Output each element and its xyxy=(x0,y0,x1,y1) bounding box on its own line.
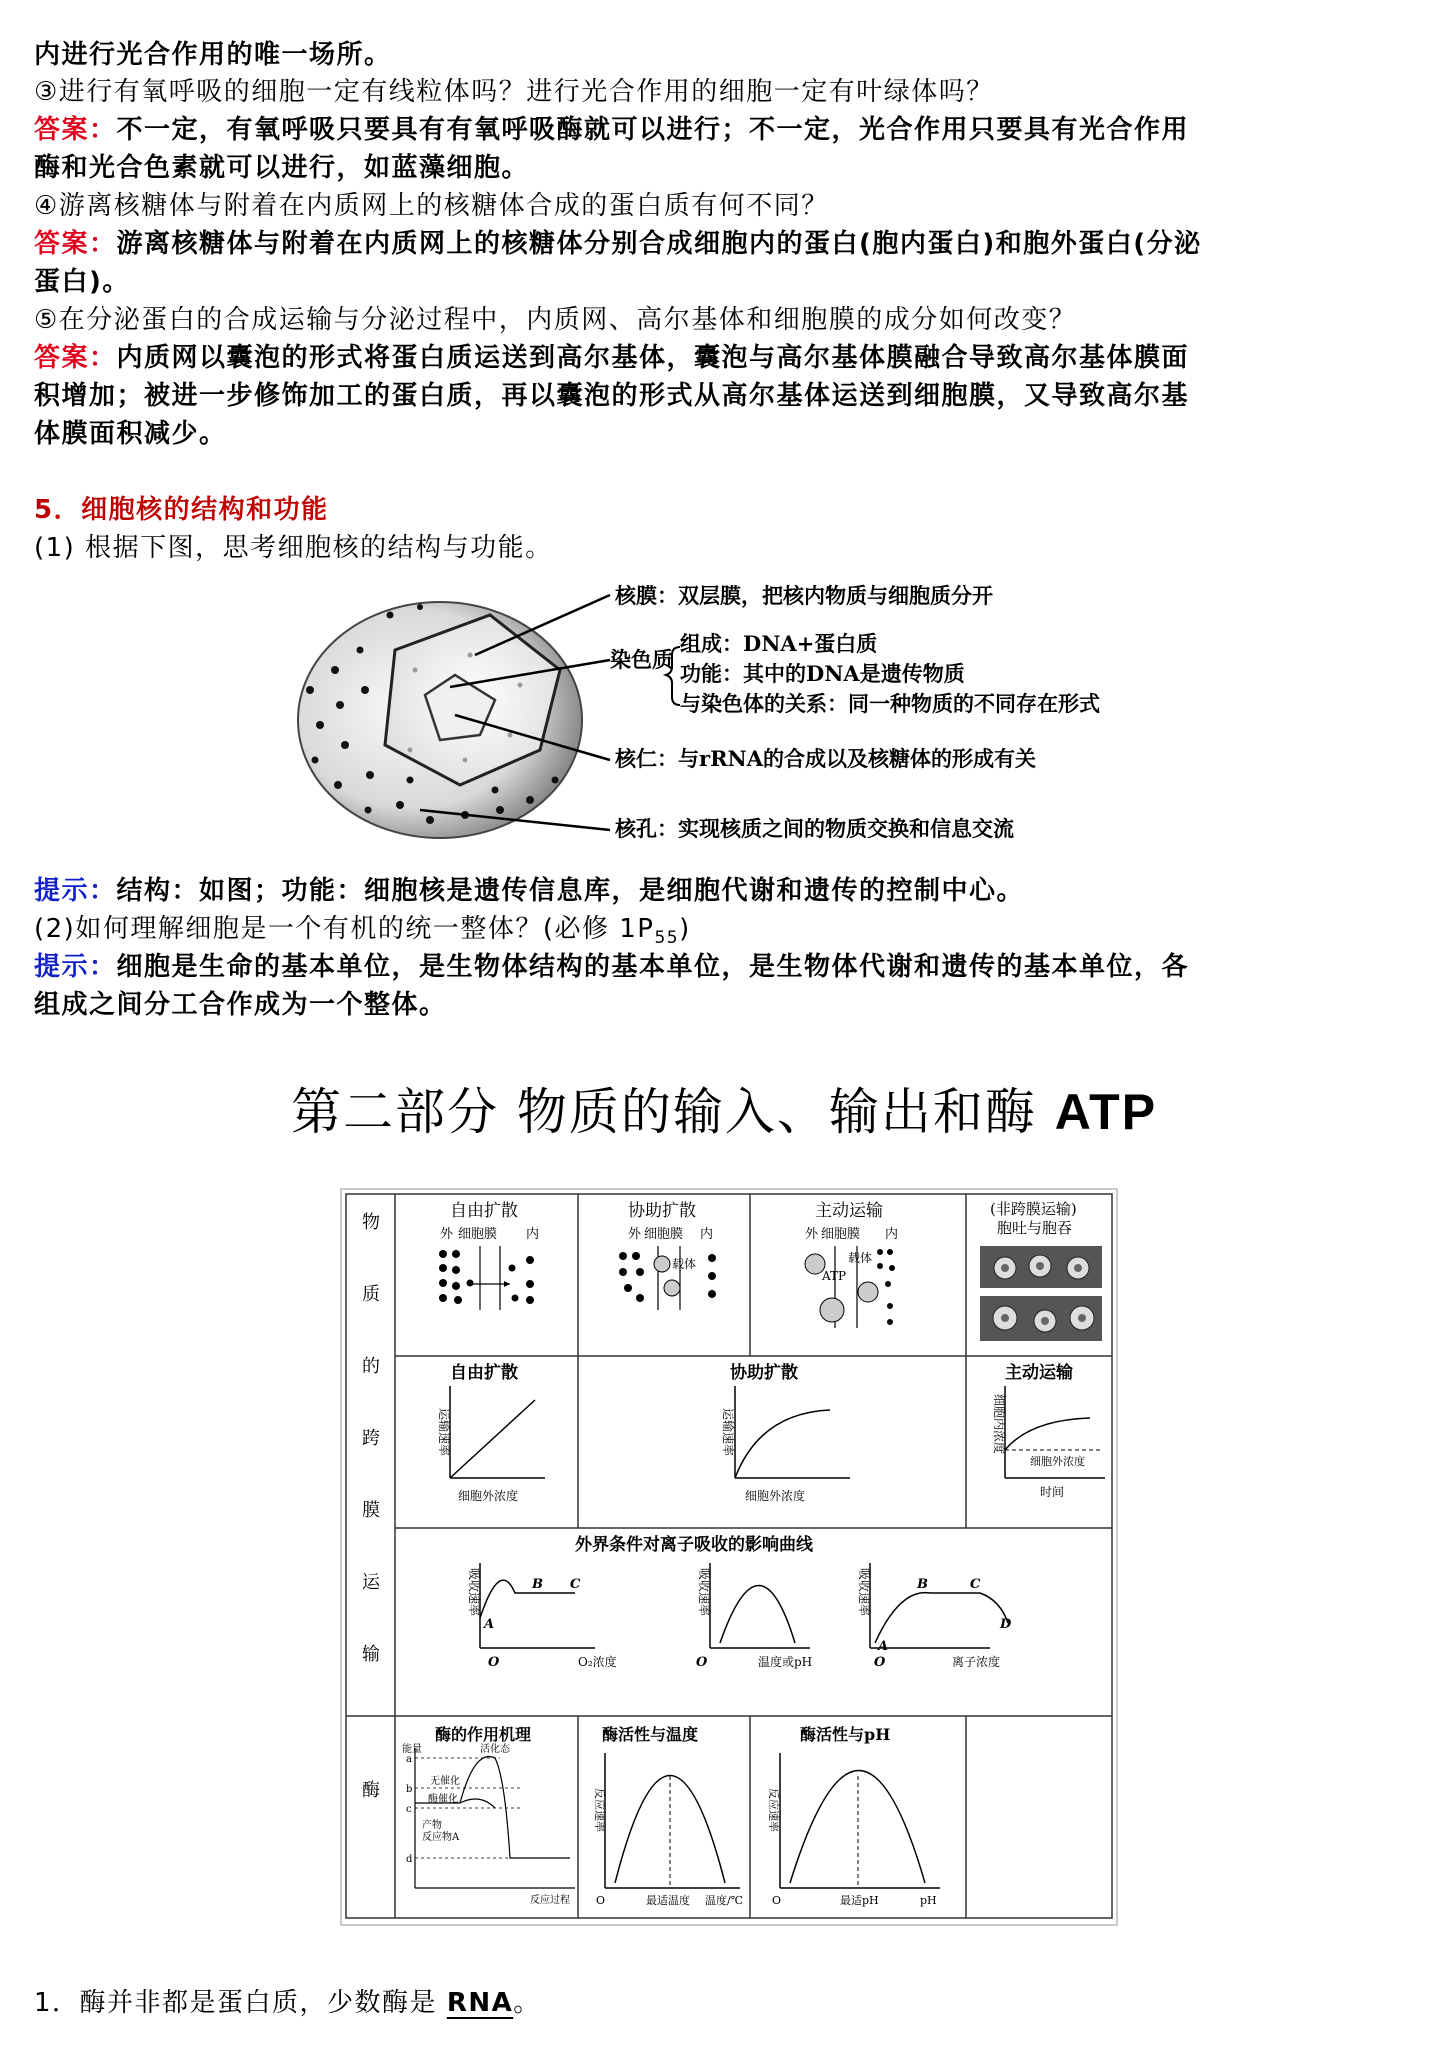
y-axis-reaction-rate: 反应速率 xyxy=(767,1788,780,1832)
mode-free-diffusion: 自由扩散 xyxy=(450,1201,518,1221)
enzyme-ph-title: 酶活性与pH xyxy=(800,1725,891,1744)
answer-5-line-2: 积增加；被进一步修饰加工的蛋白质，再以囊泡的形式从高尔基体运送到细胞膜，又导致高尔基 xyxy=(34,381,1190,411)
tip-2-line-1: 提示：细胞是生命的基本单位，是生物体结构的基本单位，是生物体代谢和遗传的基本单位，各 xyxy=(34,952,1190,982)
label-carrier: 载体 xyxy=(672,1257,697,1271)
row-label-enzyme: 酶 xyxy=(362,1780,380,1801)
label-energy: 能量 xyxy=(402,1744,422,1755)
x-axis-outside-conc: 细胞外浓度 xyxy=(745,1489,806,1503)
nucleolus-label: 核仁：与rRNA的合成以及核糖体的形成有关 xyxy=(615,746,1037,771)
label-membrane: 细胞膜 xyxy=(821,1227,861,1242)
answer-3-line-2: 酶和光合色素就可以进行，如蓝藻细胞。 xyxy=(34,153,530,183)
point-label: C xyxy=(570,1577,581,1592)
label-atp: ATP xyxy=(822,1269,847,1283)
energy-level: b xyxy=(406,1784,413,1795)
mode-non-membrane-2: 胞吐与胞吞 xyxy=(997,1219,1073,1237)
point-label: O xyxy=(772,1894,782,1907)
nuclear-pore-label: 核孔：实现核质之间的物质交换和信息交流 xyxy=(615,816,1014,841)
enzyme-mech-title: 酶的作用机理 xyxy=(435,1725,532,1744)
energy-level: c xyxy=(406,1804,412,1815)
label-inside: 内 xyxy=(885,1227,899,1242)
answer-4-line-2: 蛋白)。 xyxy=(34,267,130,297)
ion-title: 外界条件对离子吸收的影响曲线 xyxy=(575,1535,813,1555)
label-inside: 内 xyxy=(526,1227,540,1242)
y-axis-absorb: 吸收速率 xyxy=(857,1568,871,1617)
point-label: O xyxy=(696,1655,708,1670)
x-axis-ph: pH xyxy=(920,1894,937,1907)
row-label-char: 膜 xyxy=(362,1500,380,1521)
label-membrane: 细胞膜 xyxy=(458,1227,498,1242)
point-label: B xyxy=(532,1577,543,1592)
point-label: C xyxy=(970,1577,981,1592)
label-product: 产物 xyxy=(422,1820,442,1831)
transport-summary-table xyxy=(340,1188,1120,1928)
answer-label: 答案： xyxy=(34,343,117,373)
part-title: 第二部分 物质的输入、输出和酶 ATP xyxy=(290,1083,1158,1141)
x-axis-outside-conc: 细胞外浓度 xyxy=(458,1489,519,1503)
mode-active-transport: 主动运输 xyxy=(815,1201,883,1221)
chromatin-function: 功能：其中的DNA是遗传物质 xyxy=(680,661,965,686)
answer-4-line-1: 答案：游离核糖体与附着在内质网上的核糖体分别合成细胞内的蛋白(胞内蛋白)和胞外蛋白(分泌 xyxy=(34,229,1202,259)
chromatin-label: 染色质 xyxy=(610,647,673,672)
point-label: A xyxy=(878,1639,889,1654)
energy-level: d xyxy=(406,1854,413,1865)
curve-active-title: 主动运输 xyxy=(1005,1363,1073,1383)
x-axis-o2: O₂浓度 xyxy=(578,1655,617,1669)
curve-free-title: 自由扩散 xyxy=(450,1363,518,1383)
x-axis-temp: 温度/℃ xyxy=(705,1894,744,1907)
label-progress: 反应过程 xyxy=(530,1895,570,1906)
nuclear-membrane-label: 核膜：双层膜，把核内物质与细胞质分开 xyxy=(615,583,993,608)
label-active-state: 活化态 xyxy=(480,1744,510,1755)
y-axis-absorb: 吸收速率 xyxy=(467,1568,481,1617)
answer-3-line-1: 答案：不一定，有氧呼吸只要具有有氧呼吸酶就可以进行；不一定，光合作用只要具有光合作用 xyxy=(34,115,1190,145)
tip-1: 提示：结构：如图；功能：细胞核是遗传信息库，是细胞代谢和遗传的控制中心。 xyxy=(34,876,1025,906)
point-label: O xyxy=(874,1655,886,1670)
row-label-char: 运 xyxy=(362,1572,380,1593)
label-inside: 内 xyxy=(700,1227,714,1242)
y-axis-in-conc: 细胞内浓度 xyxy=(992,1394,1006,1455)
section-heading: 5．细胞核的结构和功能 xyxy=(34,495,329,525)
point-label: O xyxy=(488,1655,500,1670)
y-axis-reaction-rate: 反应速率 xyxy=(593,1788,606,1832)
x-axis-temp-ph: 温度或pH xyxy=(758,1655,813,1669)
y-axis-rate: 运输速率 xyxy=(437,1408,451,1457)
answer-label: 答案： xyxy=(34,115,117,145)
tip-label: 提示： xyxy=(34,952,117,982)
mode-facilitated-diffusion: 协助扩散 xyxy=(628,1201,696,1221)
statement-1: 1．酶并非都是蛋白质，少数酶是 RNA。 xyxy=(34,1988,541,2018)
prompt-1: (1) 根据下图，思考细胞核的结构与功能。 xyxy=(34,533,553,563)
row-label-char: 输 xyxy=(362,1644,380,1665)
y-axis-absorb: 吸收速率 xyxy=(697,1568,711,1617)
answer-label: 答案： xyxy=(34,229,117,259)
question-4: ④游离核糖体与附着在内质网上的核糖体合成的蛋白质有何不同？ xyxy=(34,191,829,221)
label-outside: 外 xyxy=(440,1227,454,1242)
row-label-char: 跨 xyxy=(362,1428,380,1449)
label-out-conc: 细胞外浓度 xyxy=(1030,1455,1085,1468)
chromatin-composition: 组成：DNA+蛋白质 xyxy=(680,631,878,656)
enzyme-temp-title: 酶活性与温度 xyxy=(602,1725,699,1744)
point-label: D xyxy=(1000,1617,1012,1632)
energy-level: a xyxy=(406,1754,412,1765)
mode-non-membrane-1: (非跨膜运输) xyxy=(990,1200,1077,1218)
label-enzyme-catalyst: 酶催化 xyxy=(428,1794,458,1805)
label-no-catalyst: 无催化 xyxy=(430,1776,460,1787)
answer-5-line-1: 答案：内质网以囊泡的形式将蛋白质运送到高尔基体，囊泡与高尔基体膜融合导致高尔基体膜面 xyxy=(34,343,1190,373)
label-membrane: 细胞膜 xyxy=(644,1227,684,1242)
label-substrate: 反应物A xyxy=(422,1832,460,1843)
point-label: B xyxy=(917,1577,928,1592)
tip-label: 提示： xyxy=(34,876,117,906)
tip-2-line-2: 组成之间分工合作成为一个整体。 xyxy=(34,990,447,1020)
x-axis-time: 时间 xyxy=(1040,1485,1065,1499)
nucleus-diagram xyxy=(290,575,1190,855)
point-label: A xyxy=(484,1617,495,1632)
point-label: O xyxy=(596,1894,606,1907)
label-optimal-temp: 最适温度 xyxy=(646,1894,690,1907)
prompt-2: (2)如何理解细胞是一个有机的统一整体？(必修 $1P_{55}$) xyxy=(34,914,691,948)
row-label-char: 的 xyxy=(362,1356,380,1377)
label-outside: 外 xyxy=(628,1227,642,1242)
answer-5-line-3: 体膜面积减少。 xyxy=(34,419,227,449)
label-optimal-ph: 最适pH xyxy=(840,1894,879,1907)
text-line: 内进行光合作用的唯一场所。 xyxy=(34,40,392,70)
curve-facil-title: 协助扩散 xyxy=(730,1363,798,1383)
row-label-char: 物 xyxy=(362,1212,380,1233)
chromatin-relation: 与染色体的关系：同一种物质的不同存在形式 xyxy=(680,691,1100,716)
label-outside: 外 xyxy=(805,1227,819,1242)
row-label-char: 质 xyxy=(362,1284,380,1305)
y-axis-rate: 运输速率 xyxy=(721,1408,735,1457)
question-5: ⑤在分泌蛋白的合成运输与分泌过程中，内质网、高尔基体和细胞膜的成分如何改变？ xyxy=(34,305,1077,335)
x-axis-ion-conc: 离子浓度 xyxy=(952,1655,1001,1669)
label-carrier: 载体 xyxy=(848,1251,873,1265)
answer-blank: RNA xyxy=(446,1988,514,2018)
question-3: ③进行有氧呼吸的细胞一定有线粒体吗？进行光合作用的细胞一定有叶绿体吗？ xyxy=(34,77,994,107)
